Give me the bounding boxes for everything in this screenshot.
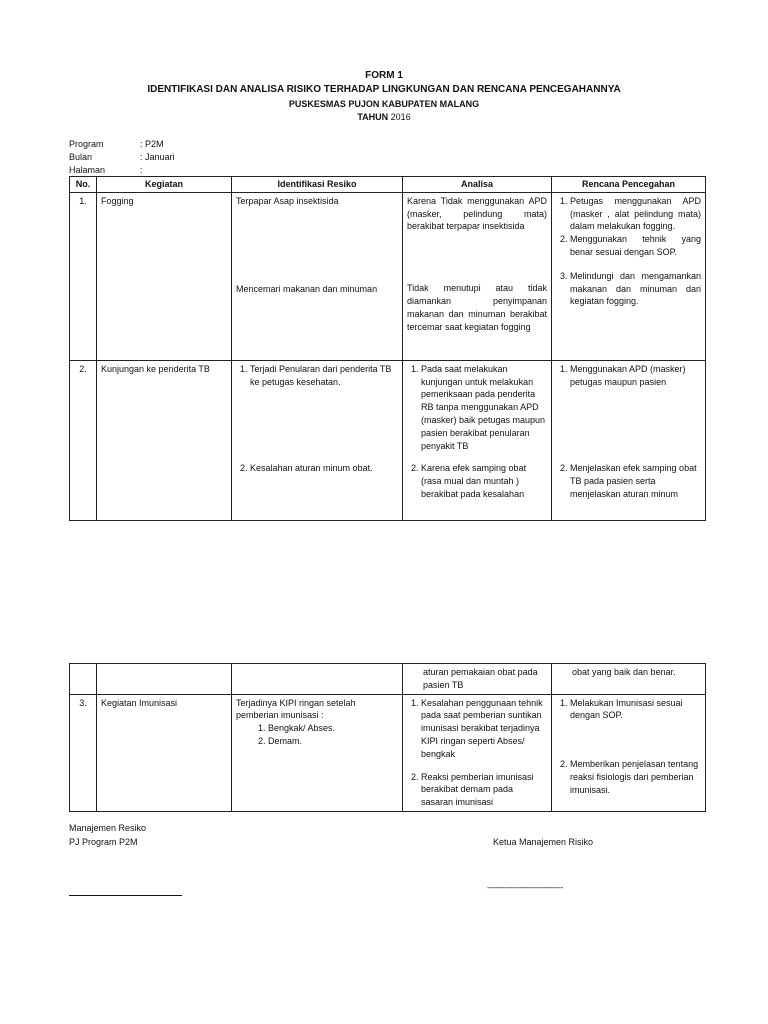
row-risk-cell: [232, 192, 403, 360]
risk-item: 2. Demam.: [268, 735, 398, 748]
table-row: [70, 664, 706, 695]
rencana-item: 2. Memberikan penjelasan tentang reaksi fisiologis dari pemberian imunisasi.: [570, 758, 701, 796]
row-analisa-cell: [403, 694, 552, 811]
row-no: 2.: [70, 360, 97, 520]
row-analisa-cell: [403, 360, 552, 520]
risk-intro: Terjadinya KIPI ringan setelah pemberian imunisasi :: [236, 697, 356, 721]
header-analisa: Analisa: [403, 177, 552, 193]
analisa-item: 1. Kesalahan penggunaan tehnik pada saat pemberian suntikan imunisasi berakibat terjadinya KIPI ringan seperti Abses/ bengkak: [421, 697, 547, 761]
row-rencana-cell: [552, 694, 706, 811]
halaman-value: :: [140, 165, 143, 175]
header-identifikasi: Identifikasi Resiko: [232, 177, 403, 193]
document-year: [0, 111, 768, 124]
table-row: [70, 694, 706, 811]
halaman-label: Halaman: [69, 165, 106, 175]
signature-line-left: [69, 895, 182, 896]
table-row: [70, 192, 706, 360]
row-risk-cell: [232, 360, 403, 520]
row-no: 1.: [70, 192, 97, 360]
bulan-label: Bulan: [69, 152, 93, 162]
form-number: FORM 1: [365, 70, 403, 81]
rencana-continued: obat yang baik dan benar.: [552, 664, 706, 695]
risk-item: Terpapar Asap insektisida: [236, 195, 339, 206]
row-kegiatan: Kunjungan ke penderita TB: [97, 360, 232, 520]
header-no: No.: [70, 177, 97, 193]
rencana-item: 1. Menggunakan APD (masker) petugas maupun pasien: [570, 363, 701, 389]
row-rencana-cell: [552, 192, 706, 360]
bulan-value: : Januari: [140, 152, 175, 162]
table-row: [70, 360, 706, 520]
row-kegiatan: Kegiatan Imunisasi: [97, 694, 232, 811]
analisa-item: Tidak menutupi atau tidak diamankan penyimpanan makanan dan minuman berakibat tercemar saat kegiatan fogging: [407, 283, 547, 332]
signature-line-right: -----------------------------------: [487, 883, 563, 892]
footer-pj-program: PJ Program P2M: [69, 837, 138, 847]
rencana-item: 3. Melindungi dan mengamankan makanan dan minuman dari kegiatan fogging.: [570, 270, 701, 308]
footer-ketua: Ketua Manajemen Risiko: [493, 837, 594, 847]
row-rencana-cell: [552, 360, 706, 520]
row-kegiatan: Fogging: [97, 192, 232, 360]
document-title: IDENTIFIKASI DAN ANALISA RISIKO TERHADAP LINGKUNGAN DAN RENCANA PENCEGAHANNYA: [147, 84, 621, 95]
analisa-item: 2. Reaksi pemberian imunisasi berakibat demam pada sasaran imunisasi: [421, 771, 547, 809]
risk-item: 1. Terjadi Penularan dari penderita TB ke petugas kesehatan.: [250, 363, 398, 389]
program-label: Program: [69, 139, 104, 149]
risk-item: 2. Kesalahan aturan minum obat.: [250, 462, 398, 475]
analisa-item: Karena Tidak menggunakan APD (masker, pelindung mata) berakibat terpapar insektisida: [407, 195, 547, 232]
rencana-item: 2. Menjelaskan efek samping obat TB pada pasien serta menjelaskan aturan minum: [570, 462, 701, 500]
row-risk-cell: [232, 694, 403, 811]
rencana-item: 1. Petugas menggunakan APD (masker , alat pelindung mata) dalam melakukan fogging.: [570, 195, 701, 233]
analisa-item: 1. Pada saat melakukan kunjungan untuk melakukan pemeriksaan pada penderita RB tanpa menggunakan APD (masker) baik petugas maupun pasien berakibat penularan penyakit TB: [421, 363, 547, 453]
header-rencana: Rencana Pencegahan: [552, 177, 706, 193]
year-label: TAHUN: [357, 112, 389, 122]
risk-item: 1. Bengkak/ Abses.: [268, 722, 398, 735]
year-value: 2016: [390, 112, 411, 122]
footer-manajemen: Manajemen Resiko: [69, 823, 147, 833]
row-no: 3.: [70, 694, 97, 811]
table-header-row: [70, 177, 706, 193]
header-kegiatan: Kegiatan: [97, 177, 232, 193]
analisa-item: 2. Karena efek samping obat (rasa mual dan muntah ) berakibat pada kesalahan: [421, 462, 547, 500]
risk-table: [69, 176, 706, 521]
rencana-item: 1. Melakukan Imunisasi sesuai dengan SOP.: [570, 697, 701, 723]
program-value: : P2M: [140, 139, 164, 149]
risk-item: Mencemari makanan dan minuman: [236, 283, 378, 294]
analisa-continued: aturan pemakaian obat pada pasien TB: [403, 664, 552, 695]
document-subtitle: PUSKESMAS PUJON KABUPATEN MALANG: [288, 99, 480, 109]
row-analisa-cell: [403, 192, 552, 360]
rencana-item: 2. Menggunakan tehnik yang benar sesuai dengan SOP.: [570, 233, 701, 259]
risk-table-continued: [69, 663, 706, 812]
